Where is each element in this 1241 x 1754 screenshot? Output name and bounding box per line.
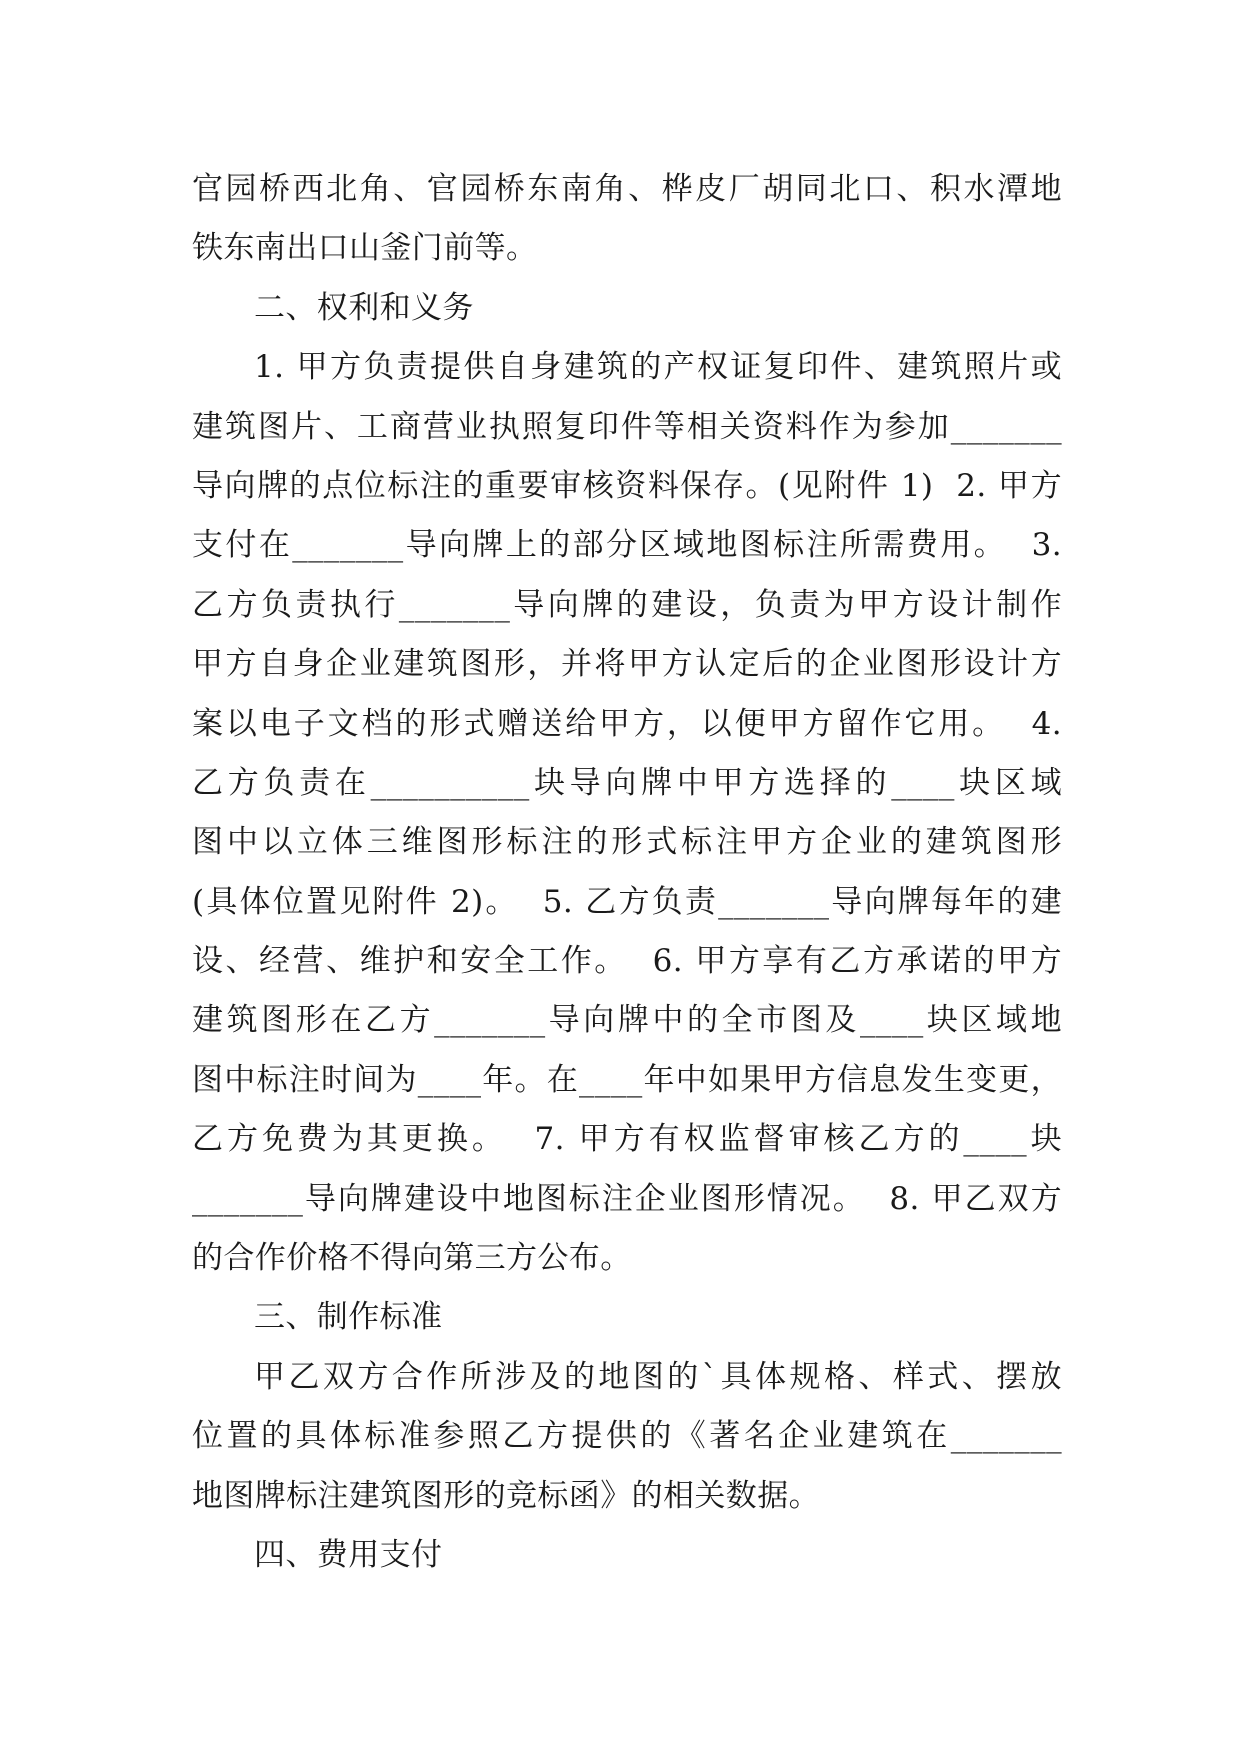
text-line: 甲乙双方合作所涉及的地图的`具体规格、样式、摆放 bbox=[254, 1358, 1062, 1395]
text-line: 地图牌标注建筑图形的竞标函》的相关数据。 bbox=[192, 1477, 820, 1514]
text-line: 甲方自身企业建筑图形，并将甲方认定后的企业图形设计方 bbox=[192, 646, 1062, 683]
section-heading: 二、权利和义务 bbox=[254, 289, 474, 326]
text-line: 乙方免费为其更换。 7. 甲方有权监督审核乙方的____块 bbox=[192, 1121, 1062, 1158]
text-line: _______导向牌建设中地图标注企业图形情况。 8. 甲乙双方 bbox=[192, 1180, 1062, 1217]
text-line: 图中标注时间为____年。在____年中如果甲方信息发生变更， bbox=[192, 1061, 1062, 1098]
text-line: (具体位置见附件 2)。 5. 乙方负责_______导向牌每年的建 bbox=[192, 883, 1062, 920]
text-line: 铁东南出口山釜门前等。 bbox=[192, 230, 538, 267]
text-line: 建筑图片、工商营业执照复印件等相关资料作为参加_______ bbox=[192, 408, 1062, 445]
section-heading: 四、费用支付 bbox=[254, 1536, 443, 1573]
text-line: 导向牌的点位标注的重要审核资料保存。(见附件 1) 2. 甲方 bbox=[192, 467, 1062, 504]
text-line: 的合作价格不得向第三方公布。 bbox=[192, 1240, 632, 1277]
text-line: 图中以立体三维图形标注的形式标注甲方企业的建筑图形 bbox=[192, 824, 1062, 861]
text-line: 支付在_______导向牌上的部分区域地图标注所需费用。 3. bbox=[192, 527, 1062, 564]
text-line: 1. 甲方负责提供自身建筑的产权证复印件、建筑照片或 bbox=[254, 349, 1062, 386]
text-line: 乙方负责执行_______导向牌的建设，负责为甲方设计制作 bbox=[192, 586, 1062, 623]
text-line: 案以电子文档的形式赠送给甲方，以便甲方留作它用。 4. bbox=[192, 705, 1062, 742]
text-line: 设、经营、维护和安全工作。 6. 甲方享有乙方承诺的甲方 bbox=[192, 943, 1062, 980]
text-line: 官园桥西北角、官园桥东南角、桦皮厂胡同北口、积水潭地 bbox=[192, 171, 1062, 207]
text-line: 乙方负责在__________块导向牌中甲方选择的____块区域 bbox=[192, 764, 1062, 801]
text-line: 位置的具体标准参照乙方提供的《著名企业建筑在_______ bbox=[192, 1418, 1062, 1455]
document-body bbox=[192, 160, 1062, 1585]
text-line: 建筑图形在乙方_______导向牌中的全市图及____块区域地 bbox=[192, 1002, 1062, 1039]
section-heading: 三、制作标准 bbox=[254, 1299, 443, 1336]
